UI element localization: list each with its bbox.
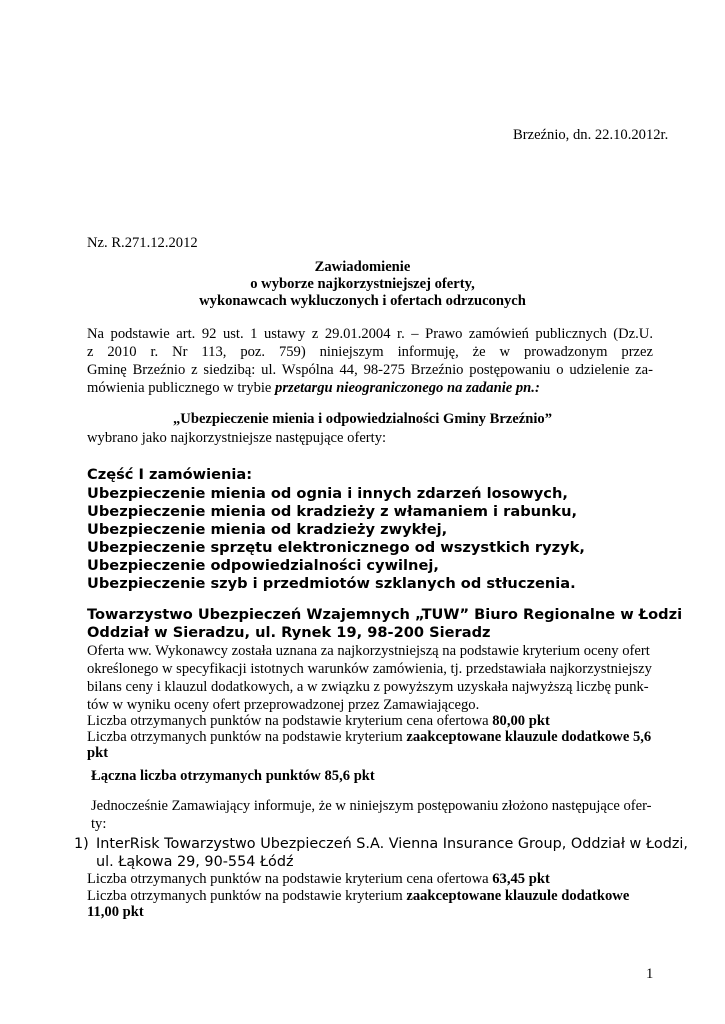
offer-number: 1) <box>74 836 89 852</box>
intro-line-4 <box>87 380 540 397</box>
page-number: 1 <box>646 966 654 982</box>
task-name: „Ubezpieczenie mienia i odpowiedzialności Gminy Brzeźnio” <box>173 411 552 427</box>
also-intro-line-1: Jednocześnie Zamawiający informuje, że w niniejszym postępowaniu złożono następujące ofer- <box>91 798 652 814</box>
winner-clauses-points <box>87 729 651 746</box>
offer-price-label: Liczba otrzymanych punktów na podstawie kryterium cena ofertowa <box>87 871 493 887</box>
winner-desc-line-1: Oferta ww. Wykonawcy została uznana za najkorzystniejszą na podstawie kryterium oceny ofert <box>87 643 650 659</box>
intro-line-4-plain: mówienia publicznego w trybie <box>87 380 276 396</box>
offer-clauses-label: Liczba otrzymanych punktów na podstawie kryterium <box>87 888 407 904</box>
procedure-type: przetargu nieograniczonego na zadanie pn.: <box>275 380 540 396</box>
winner-name-line-2: Oddział w Sieradzu, ul. Rynek 19, 98-200 Sieradz <box>87 624 491 641</box>
winner-clauses-value-cont: pkt <box>87 745 109 761</box>
offer-price-value: 63,45 pkt <box>492 871 550 887</box>
also-intro-line-2: ty: <box>91 816 107 832</box>
winner-price-value: 80,00 pkt <box>492 713 550 729</box>
intro-line-3: Gminę Brzeźnio z siedzibą: ul. Wspólna 44, 98-275 Brzeźnio postępowaniu o udzielenie za- <box>87 362 653 378</box>
offer-clauses-value-cont: 11,00 pkt <box>87 904 144 920</box>
part-item: Ubezpieczenie sprzętu elektronicznego od wszystkich ryzyk, <box>87 539 585 556</box>
offer-name-line-1: InterRisk Towarzystwo Ubezpieczeń S.A. Vienna Insurance Group, Oddział w Łodzi, <box>96 836 688 852</box>
winner-price-points <box>87 713 550 730</box>
offer-clauses-points <box>87 888 629 905</box>
intro-line-2: z 2010 r. Nr 113, poz. 759) niniejszym informuję, że w prowadzonym przez <box>87 344 653 360</box>
chosen-intro: wybrano jako najkorzystniejsze następujące oferty: <box>87 430 387 446</box>
title-line-1: Zawiadomienie <box>314 259 411 275</box>
winner-desc-line-2: określonego w specyfikacji istotnych warunków zamówienia, tj. przedstawiała najkorzystniejszy <box>87 661 652 677</box>
title-line-2: o wyborze najkorzystniejszej oferty, <box>250 276 475 292</box>
part-heading: Część I zamówienia: <box>87 466 253 483</box>
place-date: Brzeźnio, dn. 22.10.2012r. <box>513 127 669 143</box>
winner-total-points: Łączna liczba otrzymanych punktów 85,6 pkt <box>91 768 375 784</box>
part-item: Ubezpieczenie mienia od kradzieży zwykłej, <box>87 521 448 538</box>
winner-clauses-value: zaakceptowane klauzule dodatkowe 5,6 <box>406 729 652 745</box>
title-line-3: wykonawcach wykluczonych i ofertach odrzuconych <box>199 293 526 309</box>
winner-desc-line-3: bilans ceny i klauzul dodatkowych, a w związku z powyższym uzyskała najwyższą liczbę punk- <box>87 679 649 695</box>
reference-number: Nz. R.271.12.2012 <box>87 235 198 251</box>
part-item: Ubezpieczenie mienia od kradzieży z włamaniem i rabunku, <box>87 503 578 520</box>
winner-desc-line-4: tów w wyniku oceny ofert przeprowadzonej przez Zamawiającego. <box>87 697 480 713</box>
part-item: Ubezpieczenie szyb i przedmiotów szklanych od stłuczenia. <box>87 575 576 592</box>
offer-price-points <box>87 871 550 888</box>
winner-name-line-1: Towarzystwo Ubezpieczeń Wzajemnych „TUW” Biuro Regionalne w Łodzi <box>87 606 683 623</box>
offer-name-line-2: ul. Łąkowa 29, 90-554 Łódź <box>96 854 294 870</box>
intro-line-1: Na podstawie art. 92 ust. 1 ustawy z 29.01.2004 r. – Prawo zamówień publicznych (Dz.U. <box>87 326 653 342</box>
offer-clauses-value: zaakceptowane klauzule dodatkowe <box>406 888 630 904</box>
winner-price-label: Liczba otrzymanych punktów na podstawie kryterium cena ofertowa <box>87 713 493 729</box>
part-item: Ubezpieczenie odpowiedzialności cywilnej, <box>87 557 439 574</box>
winner-clauses-label: Liczba otrzymanych punktów na podstawie kryterium <box>87 729 407 745</box>
part-item: Ubezpieczenie mienia od ognia i innych zdarzeń losowych, <box>87 485 568 502</box>
